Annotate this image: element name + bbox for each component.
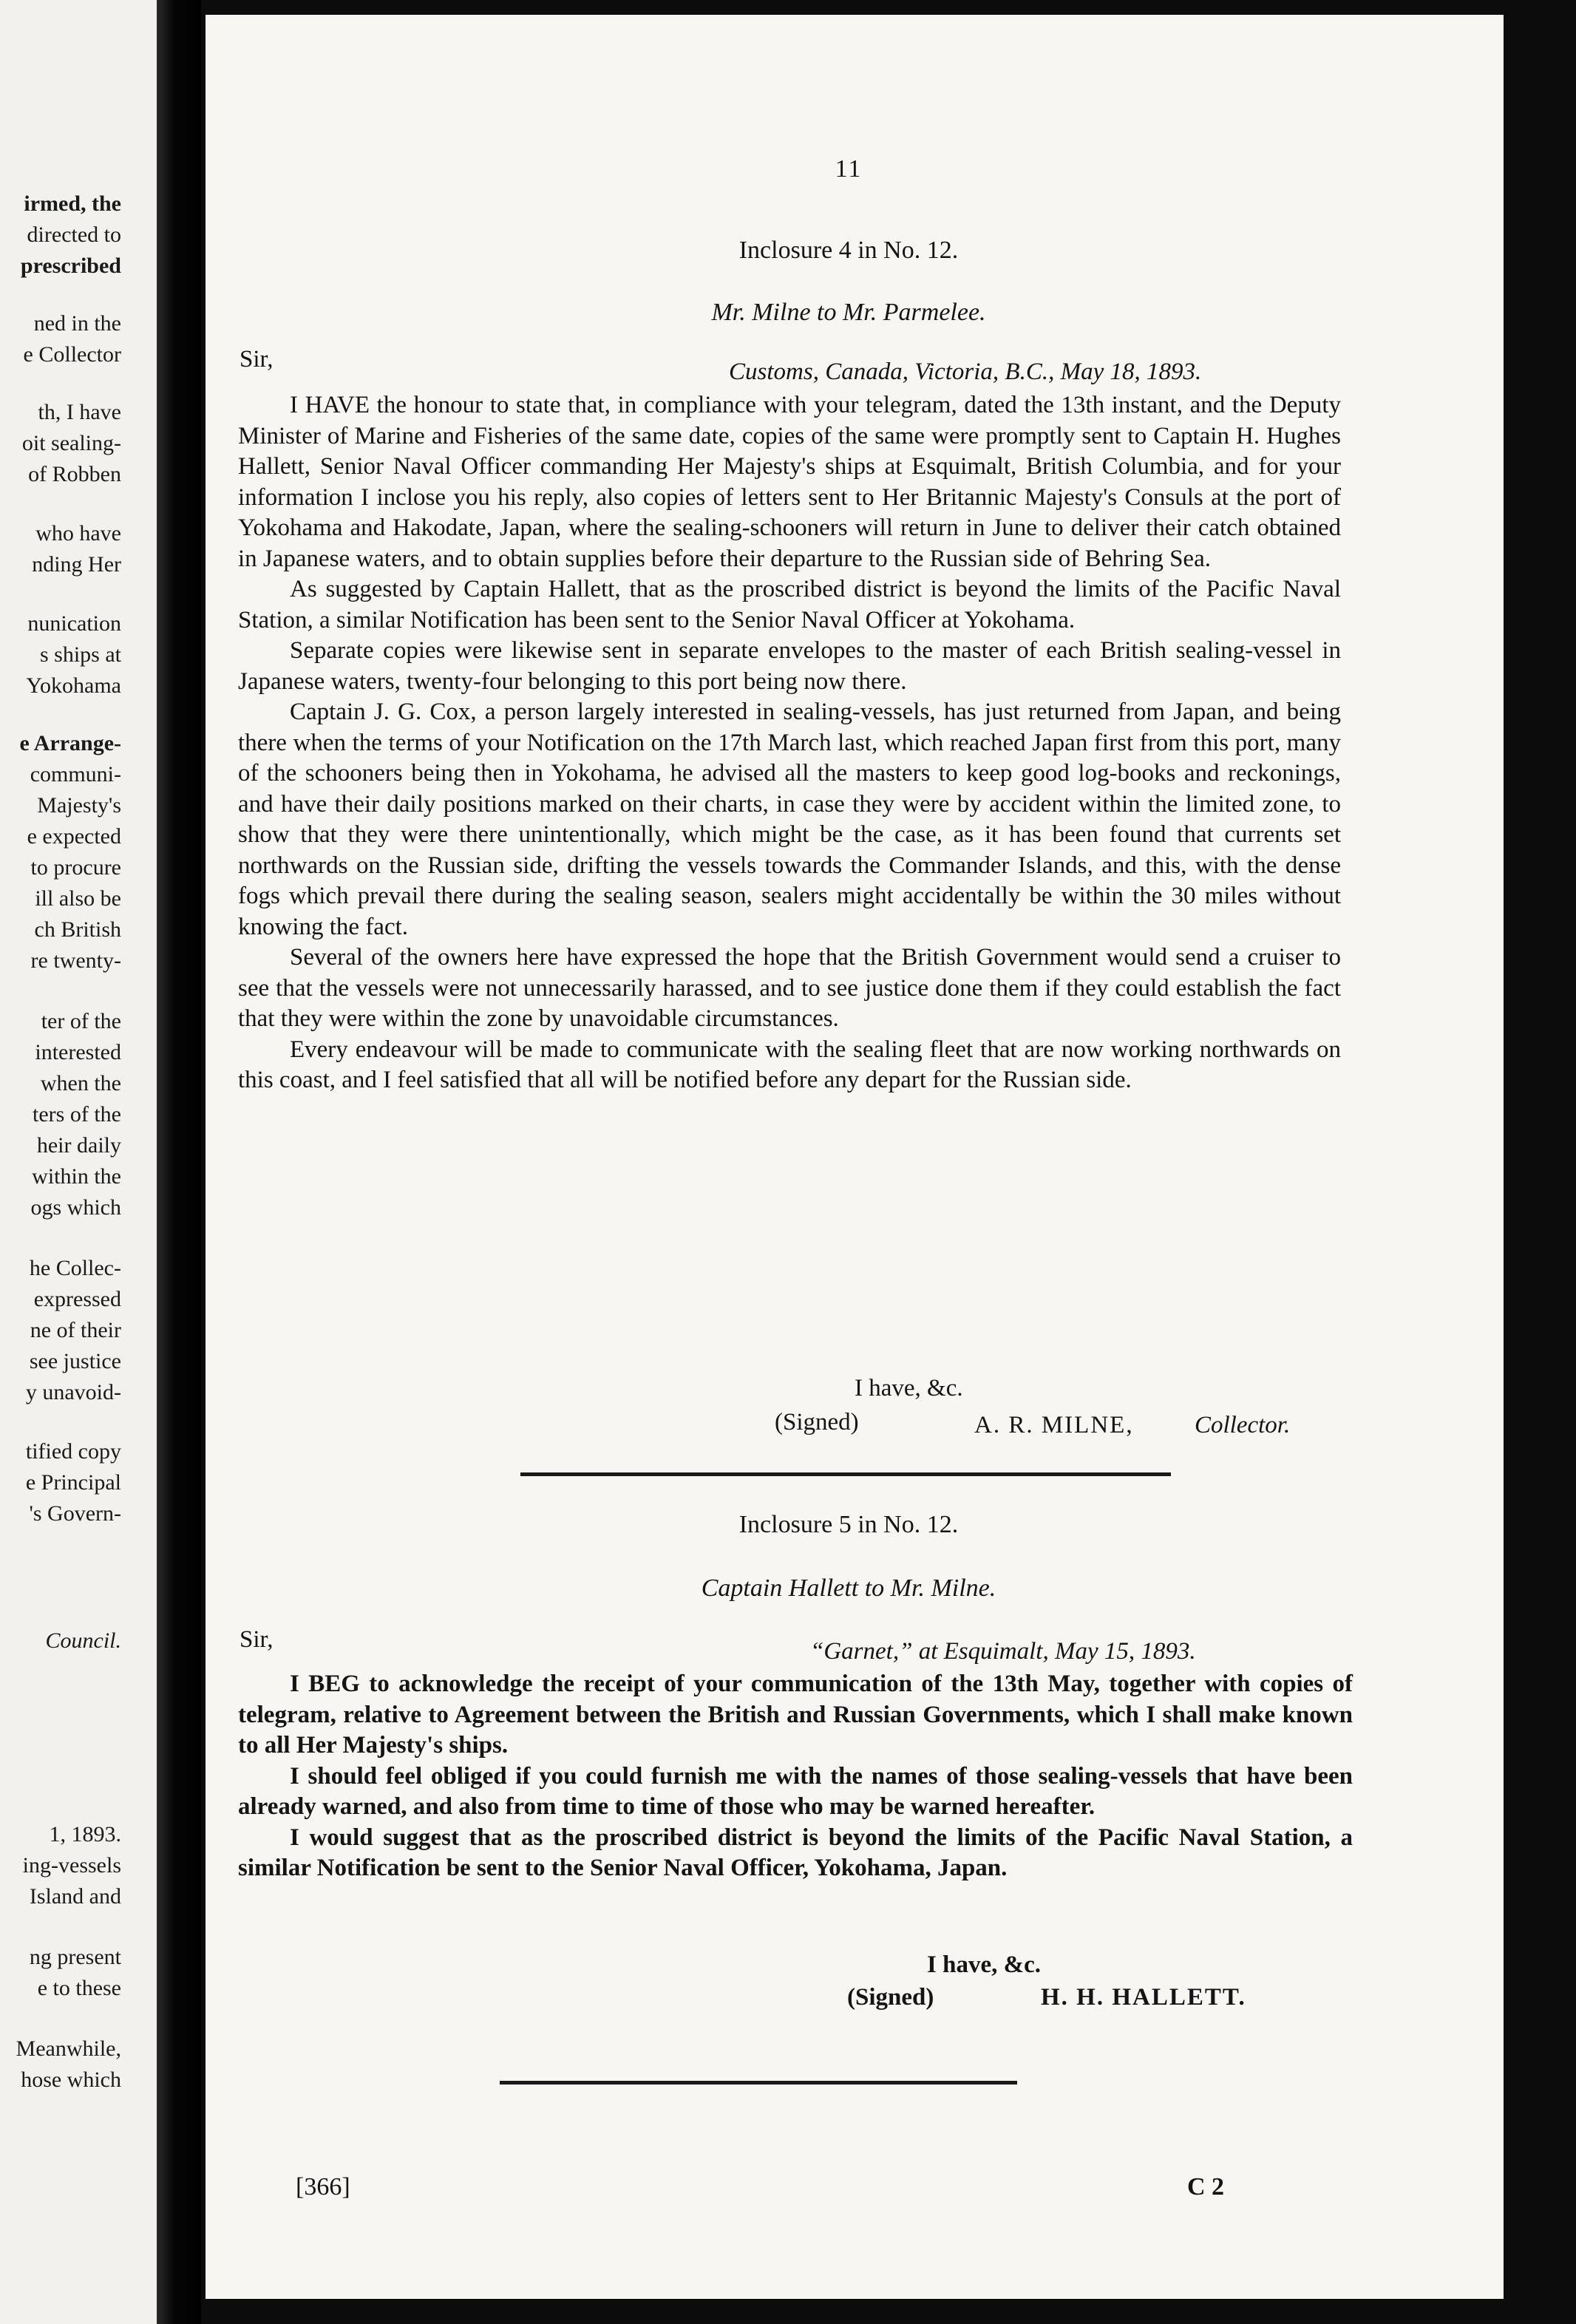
inclosure-4-paragraph: Every endeavour will be made to communicate with the sealing fleet that are now working northwards on this coast, and I feel satisfied that all will be notified before any depart for the Russian side. — [238, 1036, 1341, 1093]
inclosure-5-closing: I have, &c. — [927, 1951, 1041, 1978]
left-page-fragment: ters of the — [33, 1102, 121, 1127]
inclosure-4-paragraph: Separate copies were likewise sent in separate envelopes to the master of each British sealing-vessel in Japanese waters, twenty-four belonging to this port being now there. — [238, 637, 1341, 695]
left-page-fragment: 1, 1893. — [49, 1822, 121, 1846]
left-page-fragment: Council. — [45, 1628, 121, 1653]
left-page-fragment: within the — [32, 1164, 121, 1189]
left-page-fragment: e Arrange- — [19, 731, 121, 755]
left-page-fragment: e Collector — [23, 342, 121, 367]
inclosure-4-heading: Inclosure 4 in No. 12. — [738, 237, 959, 264]
left-page-fragment: ne of their — [30, 1318, 121, 1342]
book-gutter — [157, 0, 201, 2324]
left-page-fragment: e Principal — [25, 1470, 121, 1495]
left-page-fragment: prescribed — [20, 254, 121, 278]
left-page-fragment: communi- — [30, 762, 121, 786]
inclosure-4-paragraph: I HAVE the honour to state that, in compliance with your telegram, dated the 13th instant, and the Deputy Minister of Marine and Fisheries of the same date, copies of the same were promptly sent to Captain H. Hughes Hallett, Senior Naval Officer commanding Her Majesty's ships at Esquimalt, British Columbia, and for your information I inclose you his reply, also copies of letters sent to Her Britannic Majesty's Consuls at the port of Yokohama and Hakodate, Japan, where the sealing-schooners will return in June to deliver their catch obtained in Japanese waters, and to obtain supplies before their departure to the Russian side of Behring Sea. — [238, 392, 1341, 572]
left-page-fragment: Yokohama — [26, 673, 121, 698]
left-page-fragment: he Collec- — [29, 1256, 121, 1280]
left-page-fragment: to procure — [30, 855, 121, 880]
inclosure-4-subheading: Mr. Milne to Mr. Parmelee. — [711, 299, 986, 326]
left-page-fragment: irmed, the — [24, 191, 121, 216]
inclosure-4-dateline: Customs, Canada, Victoria, B.C., May 18, 1893. — [729, 359, 1202, 385]
left-page-fragment: th, I have — [38, 400, 121, 424]
inclosure-5-subheading: Captain Hallett to Mr. Milne. — [701, 1574, 996, 1602]
left-page-fragment: who have — [35, 521, 121, 546]
inclosure-4-paragraph: As suggested by Captain Hallett, that as the proscribed district is beyond the limits of the Pacific Naval Station, a similar Notification has been sent to the Senior Naval Officer at Yokohama. — [238, 576, 1341, 633]
inclosure-5-paragraph: I BEG to acknowledge the receipt of your communication of the 13th May, together with copies of telegram, relative to Agreement between the British and Russian Governments, which I shall make known to all Her Majesty's ships. — [238, 1671, 1353, 1759]
section-divider — [520, 1472, 1171, 1476]
inclosure-5-paragraph: I should feel obliged if you could furnish me with the names of those sealing-vessels that have been already warned, and also from time to time of those who may be warned hereafter. — [238, 1762, 1353, 1820]
page-number: 11 — [835, 155, 863, 183]
inclosure-4-closing: I have, &c. — [855, 1375, 963, 1401]
left-page-fragment: s ships at — [39, 642, 121, 667]
inclosure-4-salutation: Sir, — [240, 346, 274, 373]
footer-reference: [366] — [296, 2173, 350, 2201]
inclosure-5-signature: H. H. HALLETT. — [1041, 1984, 1246, 2011]
left-page-fragment: 's Govern- — [29, 1501, 121, 1526]
left-page-fragment: ing-vessels — [22, 1853, 121, 1878]
left-page-fragment: ch British — [34, 917, 121, 942]
left-page-fragment: ned in the — [33, 311, 121, 336]
inclosure-5-heading: Inclosure 5 in No. 12. — [738, 1511, 959, 1538]
main-page — [206, 15, 1504, 2299]
left-facing-page — [0, 0, 157, 2324]
inclosure-5-signed: (Signed) — [847, 1984, 934, 2011]
left-page-fragment: ill also be — [35, 886, 121, 911]
left-page-fragment: nding Her — [32, 552, 121, 577]
left-page-fragment: ng present — [29, 1945, 121, 1969]
left-page-fragment: expressed — [33, 1287, 121, 1311]
left-page-fragment: interested — [35, 1040, 121, 1064]
left-page-fragment: heir daily — [36, 1133, 121, 1158]
footer-signature-mark: C 2 — [1187, 2173, 1225, 2201]
inclosure-4-signature: A. R. MILNE, — [974, 1412, 1134, 1438]
left-page-fragment: Majesty's — [37, 793, 121, 818]
left-page-fragment: ter of the — [41, 1009, 121, 1033]
left-page-fragment: ogs which — [30, 1195, 121, 1220]
left-page-fragment: e expected — [27, 824, 121, 849]
left-page-fragment: when the — [40, 1071, 121, 1095]
left-page-fragment: of Robben — [28, 462, 121, 486]
inclosure-4-signer-title: Collector. — [1195, 1412, 1291, 1438]
left-page-fragment: see justice — [29, 1349, 121, 1373]
inclosure-4-body — [238, 390, 1341, 1096]
left-page-fragment: nunication — [27, 611, 121, 636]
inclosure-4-signed: (Signed) — [775, 1409, 859, 1435]
inclosure-5-paragraph: I would suggest that as the proscribed district is beyond the limits of the Pacific Naval Station, a similar Notification be sent to the Senior Naval Officer, Yokohama, Japan. — [238, 1824, 1353, 1881]
inclosure-4-paragraph: Several of the owners here have expressed the hope that the British Government would send a cruiser to see that the vessels were not unnecessarily harassed, and to see justice done them if they could establish the fact that they were within the zone by unavoidable circumstances. — [238, 944, 1341, 1032]
left-page-fragment: hose which — [21, 2068, 121, 2092]
left-page-fragment: re twenty- — [30, 948, 121, 973]
end-divider — [500, 2081, 1017, 2085]
inclosure-4-paragraph: Captain J. G. Cox, a person largely interested in sealing-vessels, has just returned from Japan, and being there when the terms of your Notification on the 17th March last, which reached Japan first from this port, many of the schooners being then in Yokohama, he advised all the masters to keep good log-books and reckonings, and have their daily positions marked on their charts, in case they were by accident within the limited zone, to show that they were there unintentionally, which might be the case, as it has been found that currents set northwards on the Russian side, drifting the vessels towards the Commander Islands, and this, with the dense fogs which prevail there during the sealing season, sealers might accidentally be within the 30 miles without knowing the fact. — [238, 699, 1341, 940]
inclosure-5-salutation: Sir, — [240, 1626, 274, 1653]
left-page-fragment: tified copy — [25, 1439, 121, 1464]
left-page-fragment: oit sealing- — [21, 431, 121, 455]
inclosure-5-body — [238, 1669, 1353, 1884]
left-page-fragment: e to these — [37, 1976, 121, 2000]
left-page-fragment: Island and — [29, 1884, 121, 1909]
left-page-fragment: y unavoid- — [25, 1380, 121, 1404]
left-page-fragment: directed to — [27, 222, 121, 247]
left-page-fragment: Meanwhile, — [16, 2036, 121, 2061]
inclosure-5-dateline: “Garnet,” at Esquimalt, May 15, 1893. — [810, 1638, 1196, 1665]
